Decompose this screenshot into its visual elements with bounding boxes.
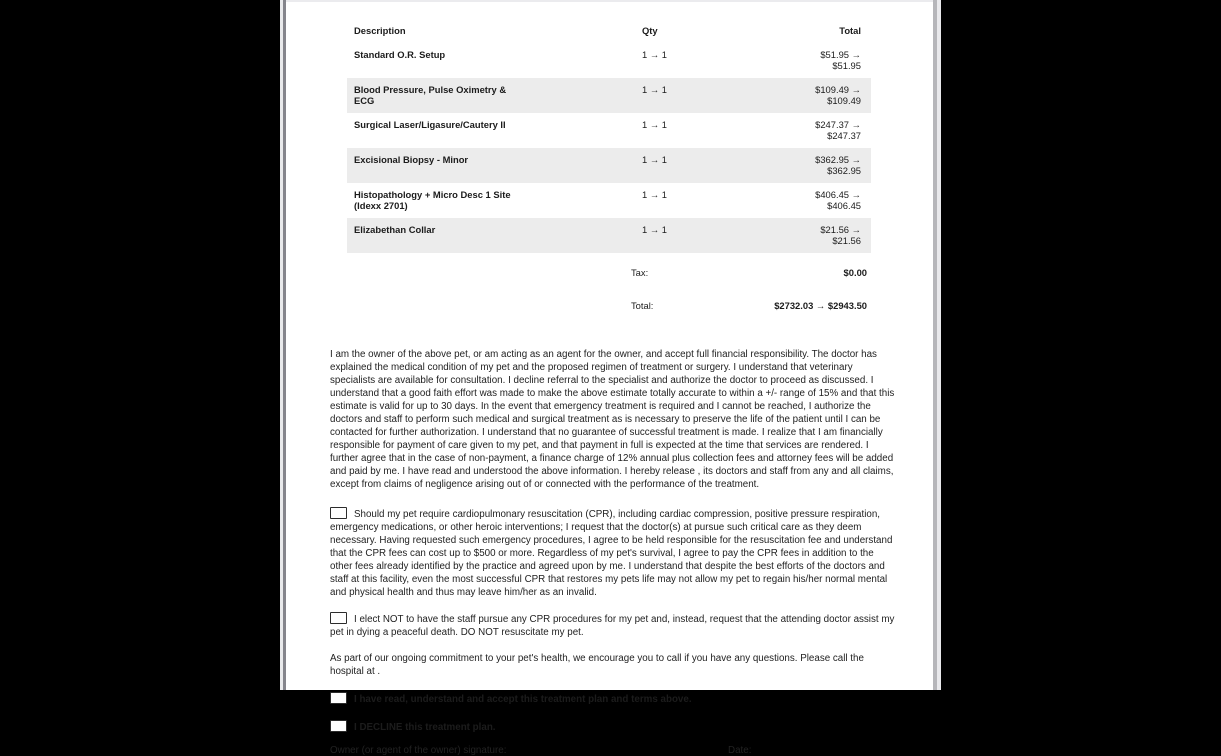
table-row — [347, 43, 871, 78]
dnr-text: I elect NOT to have the staff pursue any CPR procedures for my pet and, instead, request that the attending doctor assist my pet in dying a peaceful death. DO NOT resuscitate my pet. — [330, 613, 895, 638]
table-cell-total: $109.49 → $109.49 — [815, 83, 861, 106]
financial-responsibility-paragraph: I am the owner of the above pet, or am acting as an agent for the owner, and accept full financial responsibility. The doctor has explained the medical condition of my pet and the proposed regimen of treatment or surgery. I understand that veterinary specialists are available for consultation. I decline referral to the specialist and authorize the doctor to proceed as discussed. I understand that a good faith effort was made to make the above estimate totally accurate to within a +/- range of 15% and that this estimate is valid for up to 30 days. In the event that emergency treatment is required and I cannot be reached, I authorize the doctors and staff to perform such medical and surgical treatment as is necessary to preserve the life of the patient until I can be contacted for further authorization. I understand that no guarantee of successful treatment is made. I realize that I am financially responsible for payment of care given to my pet, and that payment in full is expected at the time that services are rendered. I further agree that in the case of non-payment, a finance charge of 12% annual plus collection fees and attorney fees will be added and paid by me. I have read and understood the above information. I hereby release , its doctors and staff from any and all claims, except from claims of negligence arising out of or connected with the performance of the treatment. — [330, 348, 895, 490]
table-cell-qty: 1 → 1 — [642, 83, 668, 95]
table-cell-qty: 1 → 1 — [642, 118, 668, 130]
table-cell-qty: 1 → 1 — [642, 223, 668, 235]
table-cell-description: Excisional Biopsy - Minor — [354, 153, 469, 165]
table-row — [347, 183, 871, 218]
tax-label: Tax: — [631, 266, 649, 278]
tax-row — [347, 261, 871, 284]
estimate-table — [347, 19, 871, 253]
cpr-consent-text: Should my pet require cardiopulmonary resuscitation (CPR), including cardiac compression, positive pressure respiration, emergency medications, or other heroic interventions; I request that the doctor(s) at pursue such critical care as they deem necessary. Having requested such emergency procedures, I agree to be held responsible for the resuscitation fee and understand that the CPR fees can cost up to $500 or more. Regardless of my pet's survival, I agree to pay the CPR fees in addition to the other fees already identified by the practice and agreed upon by me. I understand that despite the best efforts of the doctors and staff at this facility, even the most successful CPR that restores my pets life may not allow my pet to regain his/her normal mental and physical health and thus may leave him/her as an invalid. — [330, 508, 893, 598]
table-cell-total: $362.95 → $362.95 — [815, 153, 861, 176]
totals-section — [347, 261, 871, 317]
window-left-border — [283, 0, 286, 690]
decline-plan-row — [330, 720, 893, 733]
cpr-consent-checkbox[interactable] — [330, 507, 347, 519]
column-header-qty: Qty — [642, 25, 658, 36]
accept-plan-row — [330, 692, 893, 705]
window-right-edge — [937, 0, 941, 690]
column-header-total: Total — [839, 25, 861, 36]
table-row — [347, 113, 871, 148]
table-cell-total: $406.45 → $406.45 — [815, 188, 861, 211]
table-cell-total: $247.37 → $247.37 — [815, 118, 861, 141]
cpr-consent-paragraph — [330, 507, 895, 599]
date-label: Date: — [728, 744, 752, 756]
table-cell-total: $21.56 → $21.56 — [820, 223, 861, 246]
table-cell-qty: 1 → 1 — [642, 48, 668, 60]
table-cell-description: Blood Pressure, Pulse Oximetry & ECG — [354, 83, 507, 106]
table-cell-description: Histopathology + Micro Desc 1 Site (Idexx 2701) — [354, 188, 511, 211]
signature-row — [330, 745, 893, 756]
accept-plan-checkbox[interactable] — [330, 692, 347, 704]
table-header-row — [347, 19, 871, 43]
owner-signature-label: Owner (or agent of the owner) signature: — [330, 744, 507, 756]
tax-value: $0.00 — [843, 266, 867, 278]
table-cell-description: Elizabethan Collar — [354, 223, 436, 235]
column-header-description: Description — [354, 25, 406, 36]
total-row — [347, 294, 871, 317]
table-cell-description: Standard O.R. Setup — [354, 48, 446, 60]
accept-plan-label: I have read, understand and accept this treatment plan and terms above. — [354, 693, 692, 705]
dnr-checkbox[interactable] — [330, 612, 347, 624]
table-row — [347, 148, 871, 183]
window-top-edge — [280, 0, 941, 2]
table-row — [347, 78, 871, 113]
table-cell-description: Surgical Laser/Ligasure/Cautery II — [354, 118, 506, 130]
dnr-paragraph — [330, 612, 895, 639]
table-body — [347, 43, 871, 253]
table-cell-qty: 1 → 1 — [642, 153, 668, 165]
table-row — [347, 218, 871, 253]
decline-plan-label: I DECLINE this treatment plan. — [354, 721, 496, 733]
treatment-plan-document — [286, 0, 933, 756]
total-label: Total: — [631, 299, 654, 311]
total-value: $2732.03 → $2943.50 — [774, 299, 867, 311]
decline-plan-checkbox[interactable] — [330, 720, 347, 732]
call-hospital-paragraph: As part of our ongoing commitment to your pet's health, we encourage you to call if you have any questions. Please call the hospital at . — [330, 652, 864, 677]
table-cell-qty: 1 → 1 — [642, 188, 668, 200]
table-cell-total: $51.95 → $51.95 — [820, 48, 861, 71]
